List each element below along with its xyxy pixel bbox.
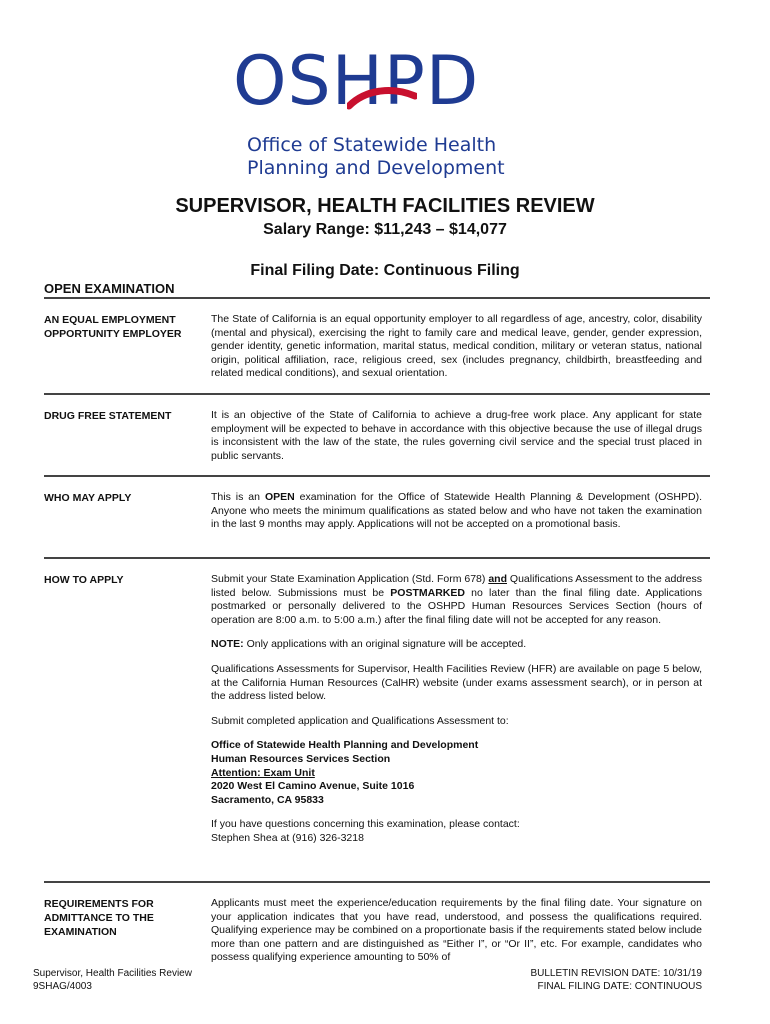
requirements-paragraph: Applicants must meet the experience/education requirements by the final filing date. Your signature on your application indicates that you have read, understood, and possess the qualifications required. Qualifying experience may be combined on a proportionate basis if the requirements stated below include more than one pattern and are distinguished as “Either I”, or “Or II”, etc. For example, candidates who possess qualifying experience amounting to 50% of (211, 897, 702, 964)
logo-line-1: Office of Statewide Health (247, 134, 497, 156)
footer-left (33, 967, 192, 993)
who-may-apply-paragraph (211, 491, 702, 532)
footer-filing-date: FINAL FILING DATE: CONTINUOUS (537, 981, 702, 992)
divider (44, 297, 710, 299)
drug-free-text (211, 409, 702, 474)
contact-info (211, 818, 702, 845)
who-open: OPEN (264, 491, 295, 503)
divider (44, 557, 710, 559)
how-p1-a: Submit your State Examination Application (Std. Form 678) (211, 573, 489, 585)
how-paragraph-1 (211, 573, 702, 627)
final-filing-date: Final Filing Date: Continuous Filing (250, 262, 520, 279)
footer-code: 9SHAG/4003 (33, 981, 92, 992)
how-p1-b: Qualifications Assessment to the address listed below. Submissions must be (211, 573, 702, 599)
how-paragraph-4: Submit completed application and Qualifications Assessment to: (211, 714, 509, 727)
footer-job-title: Supervisor, Health Facilities Review (33, 968, 192, 979)
requirements-text (211, 897, 702, 976)
logo-subtitle (247, 134, 505, 180)
how-p1-postmarked: POSTMARKED (390, 586, 465, 599)
who-may-apply-text (211, 491, 702, 543)
mailing-address (211, 739, 702, 807)
divider (44, 881, 710, 883)
addr-line-3: Attention: Exam Unit (211, 766, 315, 779)
drug-free-label: DRUG FREE STATEMENT (44, 410, 172, 422)
addr-line-1: Office of Statewide Health Planning and Development (211, 739, 479, 752)
note-text: Only applications with an original signature will be accepted. (243, 638, 527, 651)
how-p1-and: and (488, 573, 507, 585)
footer-revision-date: BULLETIN REVISION DATE: 10/31/19 (530, 968, 702, 979)
how-paragraph-3: Qualifications Assessments for Supervisor, Health Facilities Review (HFR) are available on page 5 below, at the California Human Resources (CalHR) website (under exams assessment search), or in person at the address listed below. (211, 662, 702, 703)
addr-line-5: Sacramento, CA 95833 (211, 793, 324, 806)
logo-swoosh-icon (347, 76, 417, 116)
who-pre: This is an (211, 491, 265, 503)
addr-line-4: 2020 West El Camino Avenue, Suite 1016 (211, 780, 415, 793)
requirements-label: REQUIREMENTS FOR ADMITTANCE TO THE EXAMINATION (44, 898, 154, 938)
eeo-label: AN EQUAL EMPLOYMENT OPPORTUNITY EMPLOYER (44, 314, 182, 340)
divider (44, 475, 710, 477)
contact-line-1: If you have questions concerning this examination, please contact: (211, 818, 520, 831)
how-to-apply-text (211, 573, 702, 857)
addr-line-2: Human Resources Services Section (211, 752, 391, 765)
how-p1-c: no later than the final filing date. Applications postmarked or personally delivered to the OSHPD Human Resources Services Section (hours of operation are 8:00 a.m. to 5:00 a.m.) after the final filing date will not be accepted for any reason. (211, 586, 702, 626)
logo-line-2: Planning and Development (247, 157, 505, 179)
salary-range: Salary Range: $11,243 – $14,077 (263, 221, 507, 238)
contact-line-2: Stephen Shea at (916) 326-3218 (211, 831, 364, 844)
footer-right (530, 967, 702, 993)
note-label: NOTE: (211, 638, 244, 651)
how-to-apply-label: HOW TO APPLY (44, 574, 124, 586)
eeo-paragraph: The State of California is an equal opportunity employer to all regardless of age, ancestry, color, disability (mental and physical), exercising the right to family care and medical leave, gender, gender expression, gender identity, genetic information, marital status, medical condition, military or veteran status, national origin, political affiliation, race, religious creed, sex (includes pregnancy, childbirth, breastfeeding and related medical conditions), and sexual orientation. (211, 313, 702, 380)
who-may-apply-label: WHO MAY APPLY (44, 492, 132, 504)
eeo-text (211, 313, 702, 392)
divider (44, 393, 710, 395)
drug-free-paragraph: It is an objective of the State of California to achieve a drug-free work place. Any applicant for state employment will be expected to behave in accordance with this objective because the use of illegal drugs is inconsistent with the law of the state, the rules governing civil service and the special trust placed in public servants. (211, 409, 702, 462)
logo-acronym: OSHPD (233, 42, 480, 121)
how-note (211, 638, 702, 652)
page-title: SUPERVISOR, HEALTH FACILITIES REVIEW (175, 195, 595, 217)
open-examination-heading: OPEN EXAMINATION (44, 281, 175, 296)
who-post: examination for the Office of Statewide Health Planning & Development (OSHPD). Anyone who meets the minimum qualifications as stated below and who have not taken the examination in the last 9 months may apply. Applications will not be accepted on a promotional basis. (211, 491, 702, 531)
oshpd-logo (233, 42, 533, 188)
